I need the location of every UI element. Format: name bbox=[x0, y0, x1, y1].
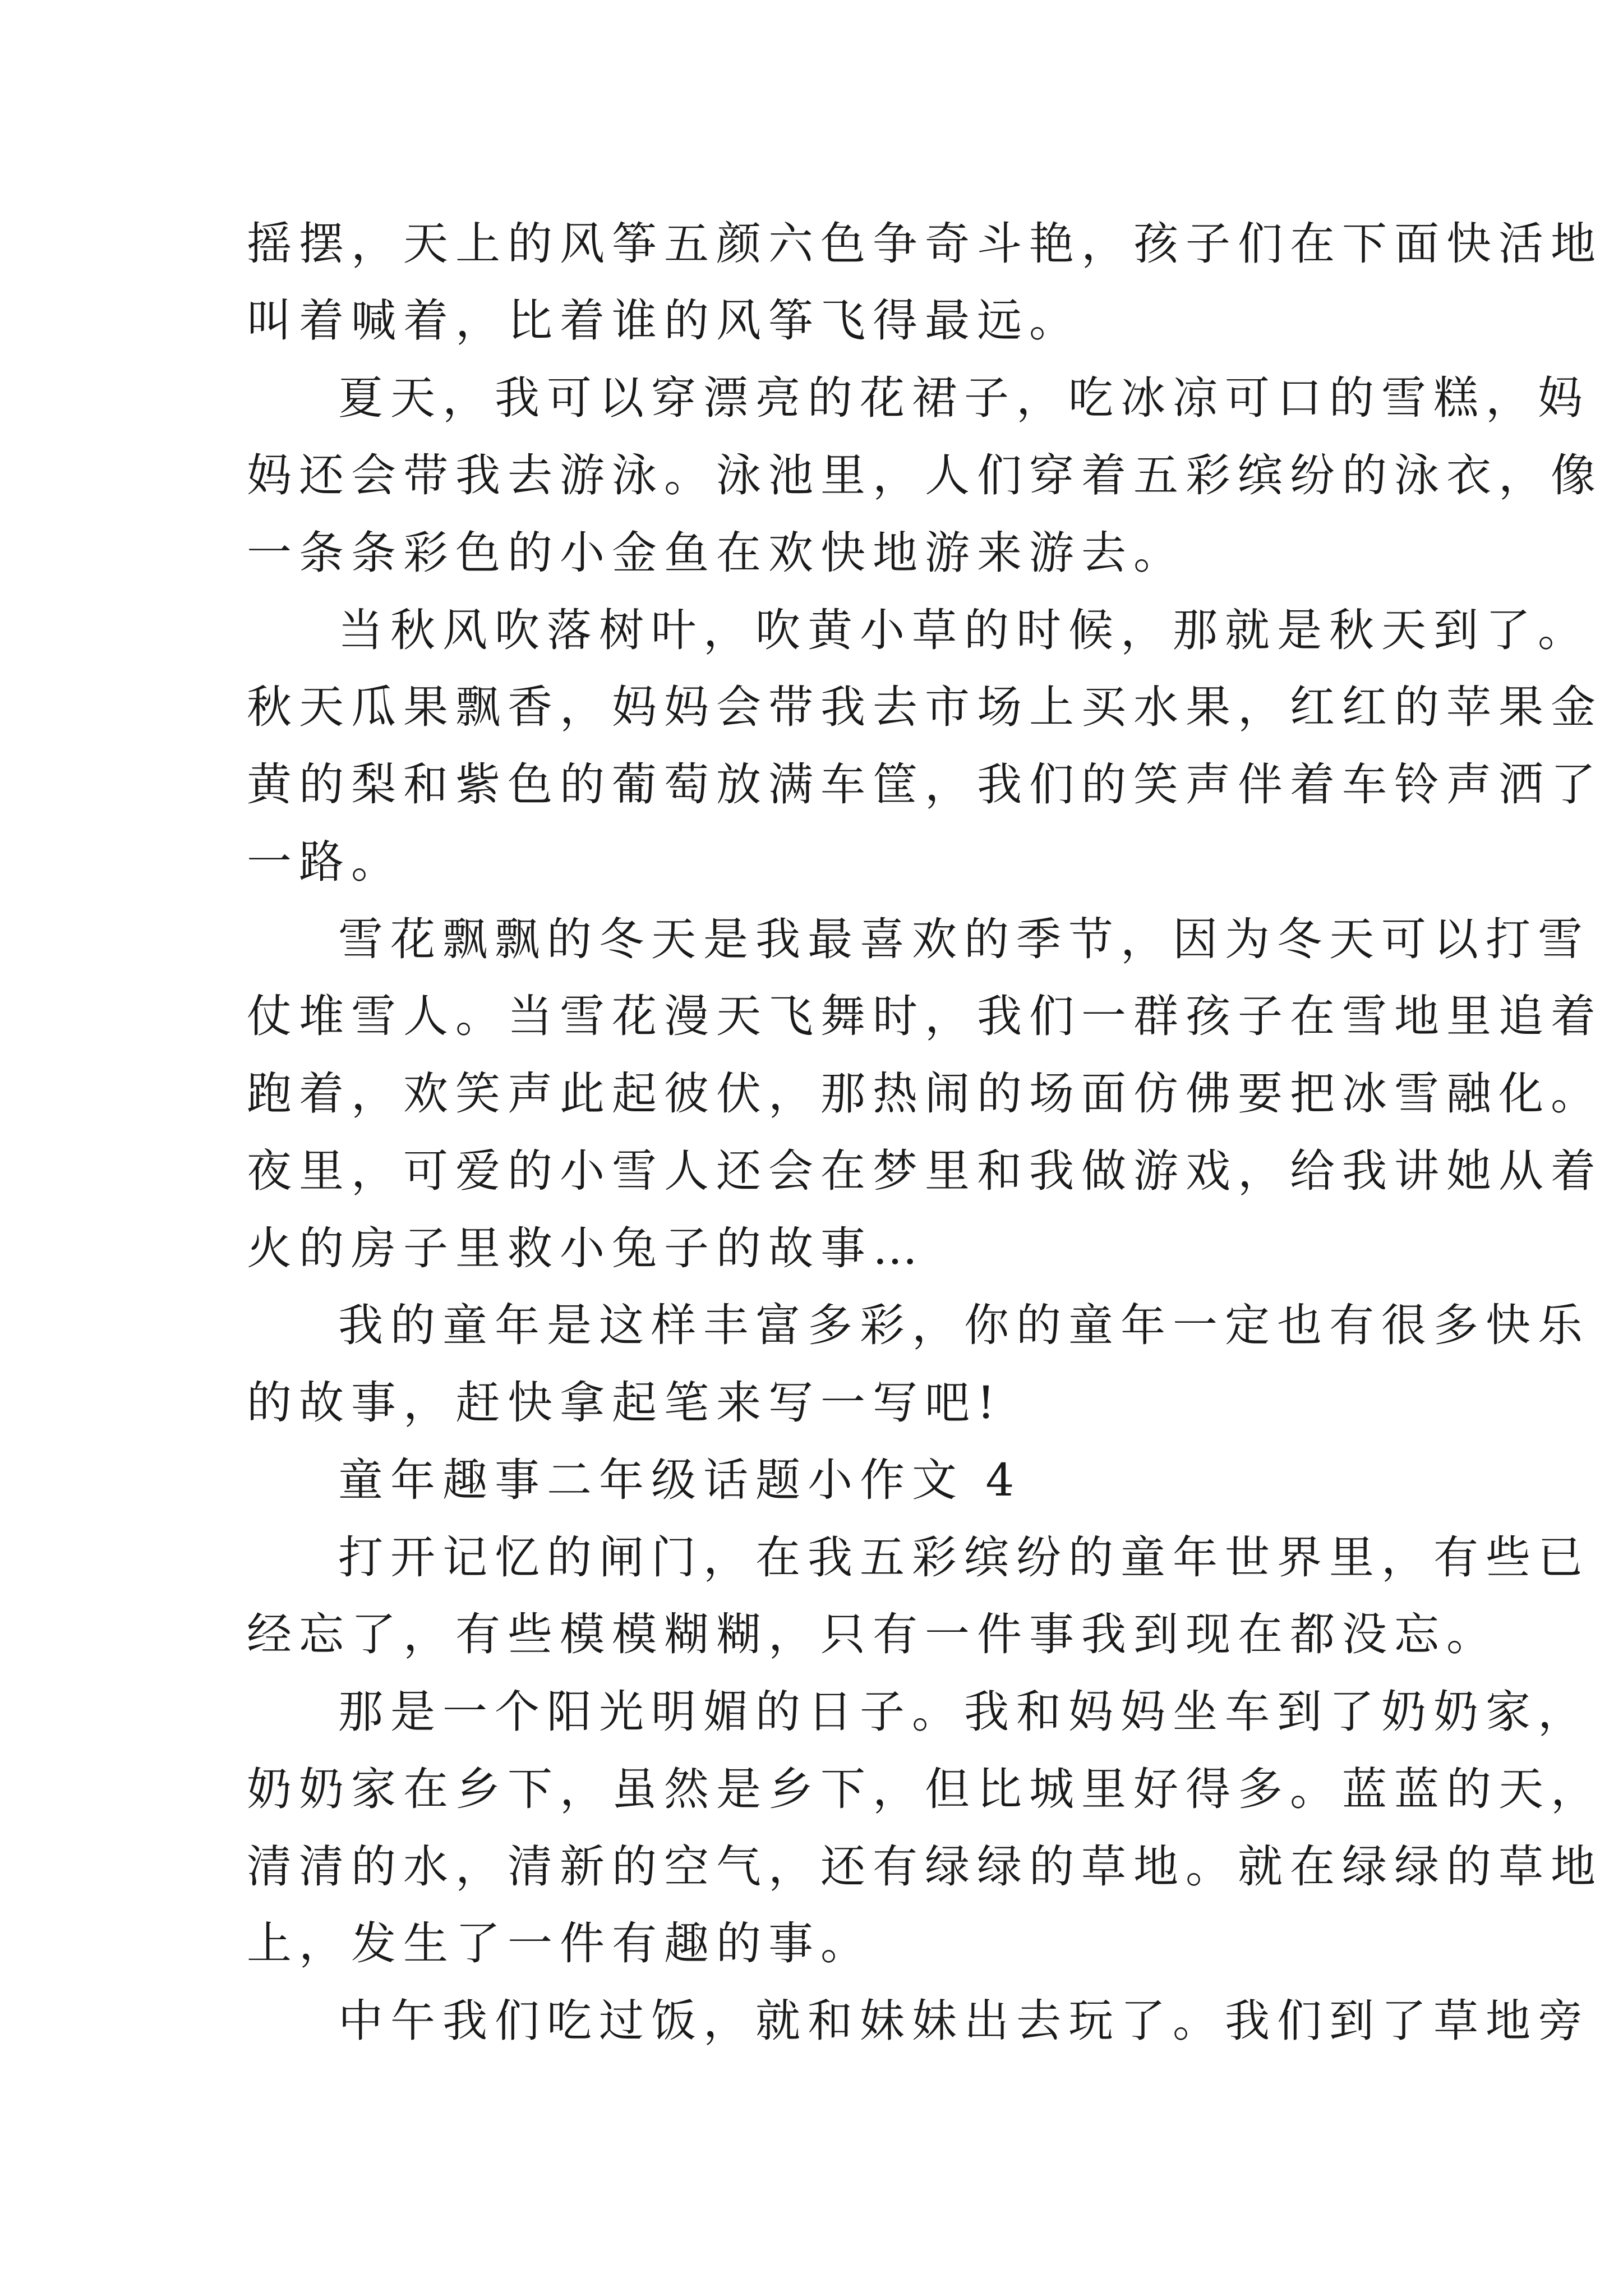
text-line: 叫着喊着，比着谁的风筝飞得最远。 bbox=[247, 295, 1081, 347]
text-line: 清清的水，清新的空气，还有绿绿的草地。就在绿绿的草地 bbox=[247, 1841, 1603, 1893]
text-line: 仗堆雪人。当雪花漫天飞舞时，我们一群孩子在雪地里追着 bbox=[247, 990, 1603, 1042]
paragraph-noon: 中午我们吃过饭，就和妹妹出去玩了。我们到了草地旁 bbox=[338, 1995, 1590, 2047]
text-line: 上，发生了一件有趣的事。 bbox=[247, 1917, 873, 1970]
paragraph-sunny-day: 那是一个阳光明媚的日子。我和妈妈坐车到了奶奶家， bbox=[338, 1686, 1590, 1738]
text-line: 奶奶家在乡下，虽然是乡下，但比城里好得多。蓝蓝的天， bbox=[247, 1763, 1603, 1815]
paragraph-memory: 打开记忆的闸门，在我五彩缤纷的童年世界里，有些已 bbox=[338, 1531, 1590, 1584]
text-line: 秋天瓜果飘香，妈妈会带我去市场上买水果，红红的苹果金 bbox=[247, 681, 1603, 733]
text-line: 夜里，可爱的小雪人还会在梦里和我做游戏，给我讲她从着 bbox=[247, 1145, 1603, 1197]
text-line: 妈还会带我去游泳。泳池里，人们穿着五彩缤纷的泳衣，像 bbox=[247, 449, 1603, 501]
text-line: 跑着，欢笑声此起彼伏，那热闹的场面仿佛要把冰雪融化。 bbox=[247, 1068, 1603, 1120]
paragraph-summer: 夏天，我可以穿漂亮的花裙子，吃冰凉可口的雪糕，妈 bbox=[338, 372, 1590, 424]
text-line: 摇摆，天上的风筝五颜六色争奇斗艳，孩子们在下面快活地 bbox=[247, 218, 1603, 270]
paragraph-conclusion: 我的童年是这样丰富多彩，你的童年一定也有很多快乐 bbox=[338, 1299, 1590, 1351]
paragraph-winter: 雪花飘飘的冬天是我最喜欢的季节，因为冬天可以打雪 bbox=[338, 913, 1590, 965]
text-line: 黄的梨和紫色的葡萄放满车筐，我们的笑声伴着车铃声洒了 bbox=[247, 758, 1603, 811]
paragraph-autumn: 当秋风吹落树叶，吹黄小草的时候，那就是秋天到了。 bbox=[338, 604, 1590, 656]
text-line: 一路。 bbox=[247, 836, 403, 888]
text-line: 一条条彩色的小金鱼在欢快地游来游去。 bbox=[247, 527, 1186, 579]
text-line: 的故事，赶快拿起笔来写一写吧! bbox=[247, 1377, 1003, 1429]
essay-title: 童年趣事二年级话题小作文 4 bbox=[338, 1454, 1022, 1506]
text-line: 经忘了，有些模模糊糊，只有一件事我到现在都没忘。 bbox=[247, 1608, 1498, 1660]
text-line: 火的房子里救小兔子的故事… bbox=[247, 1222, 925, 1274]
